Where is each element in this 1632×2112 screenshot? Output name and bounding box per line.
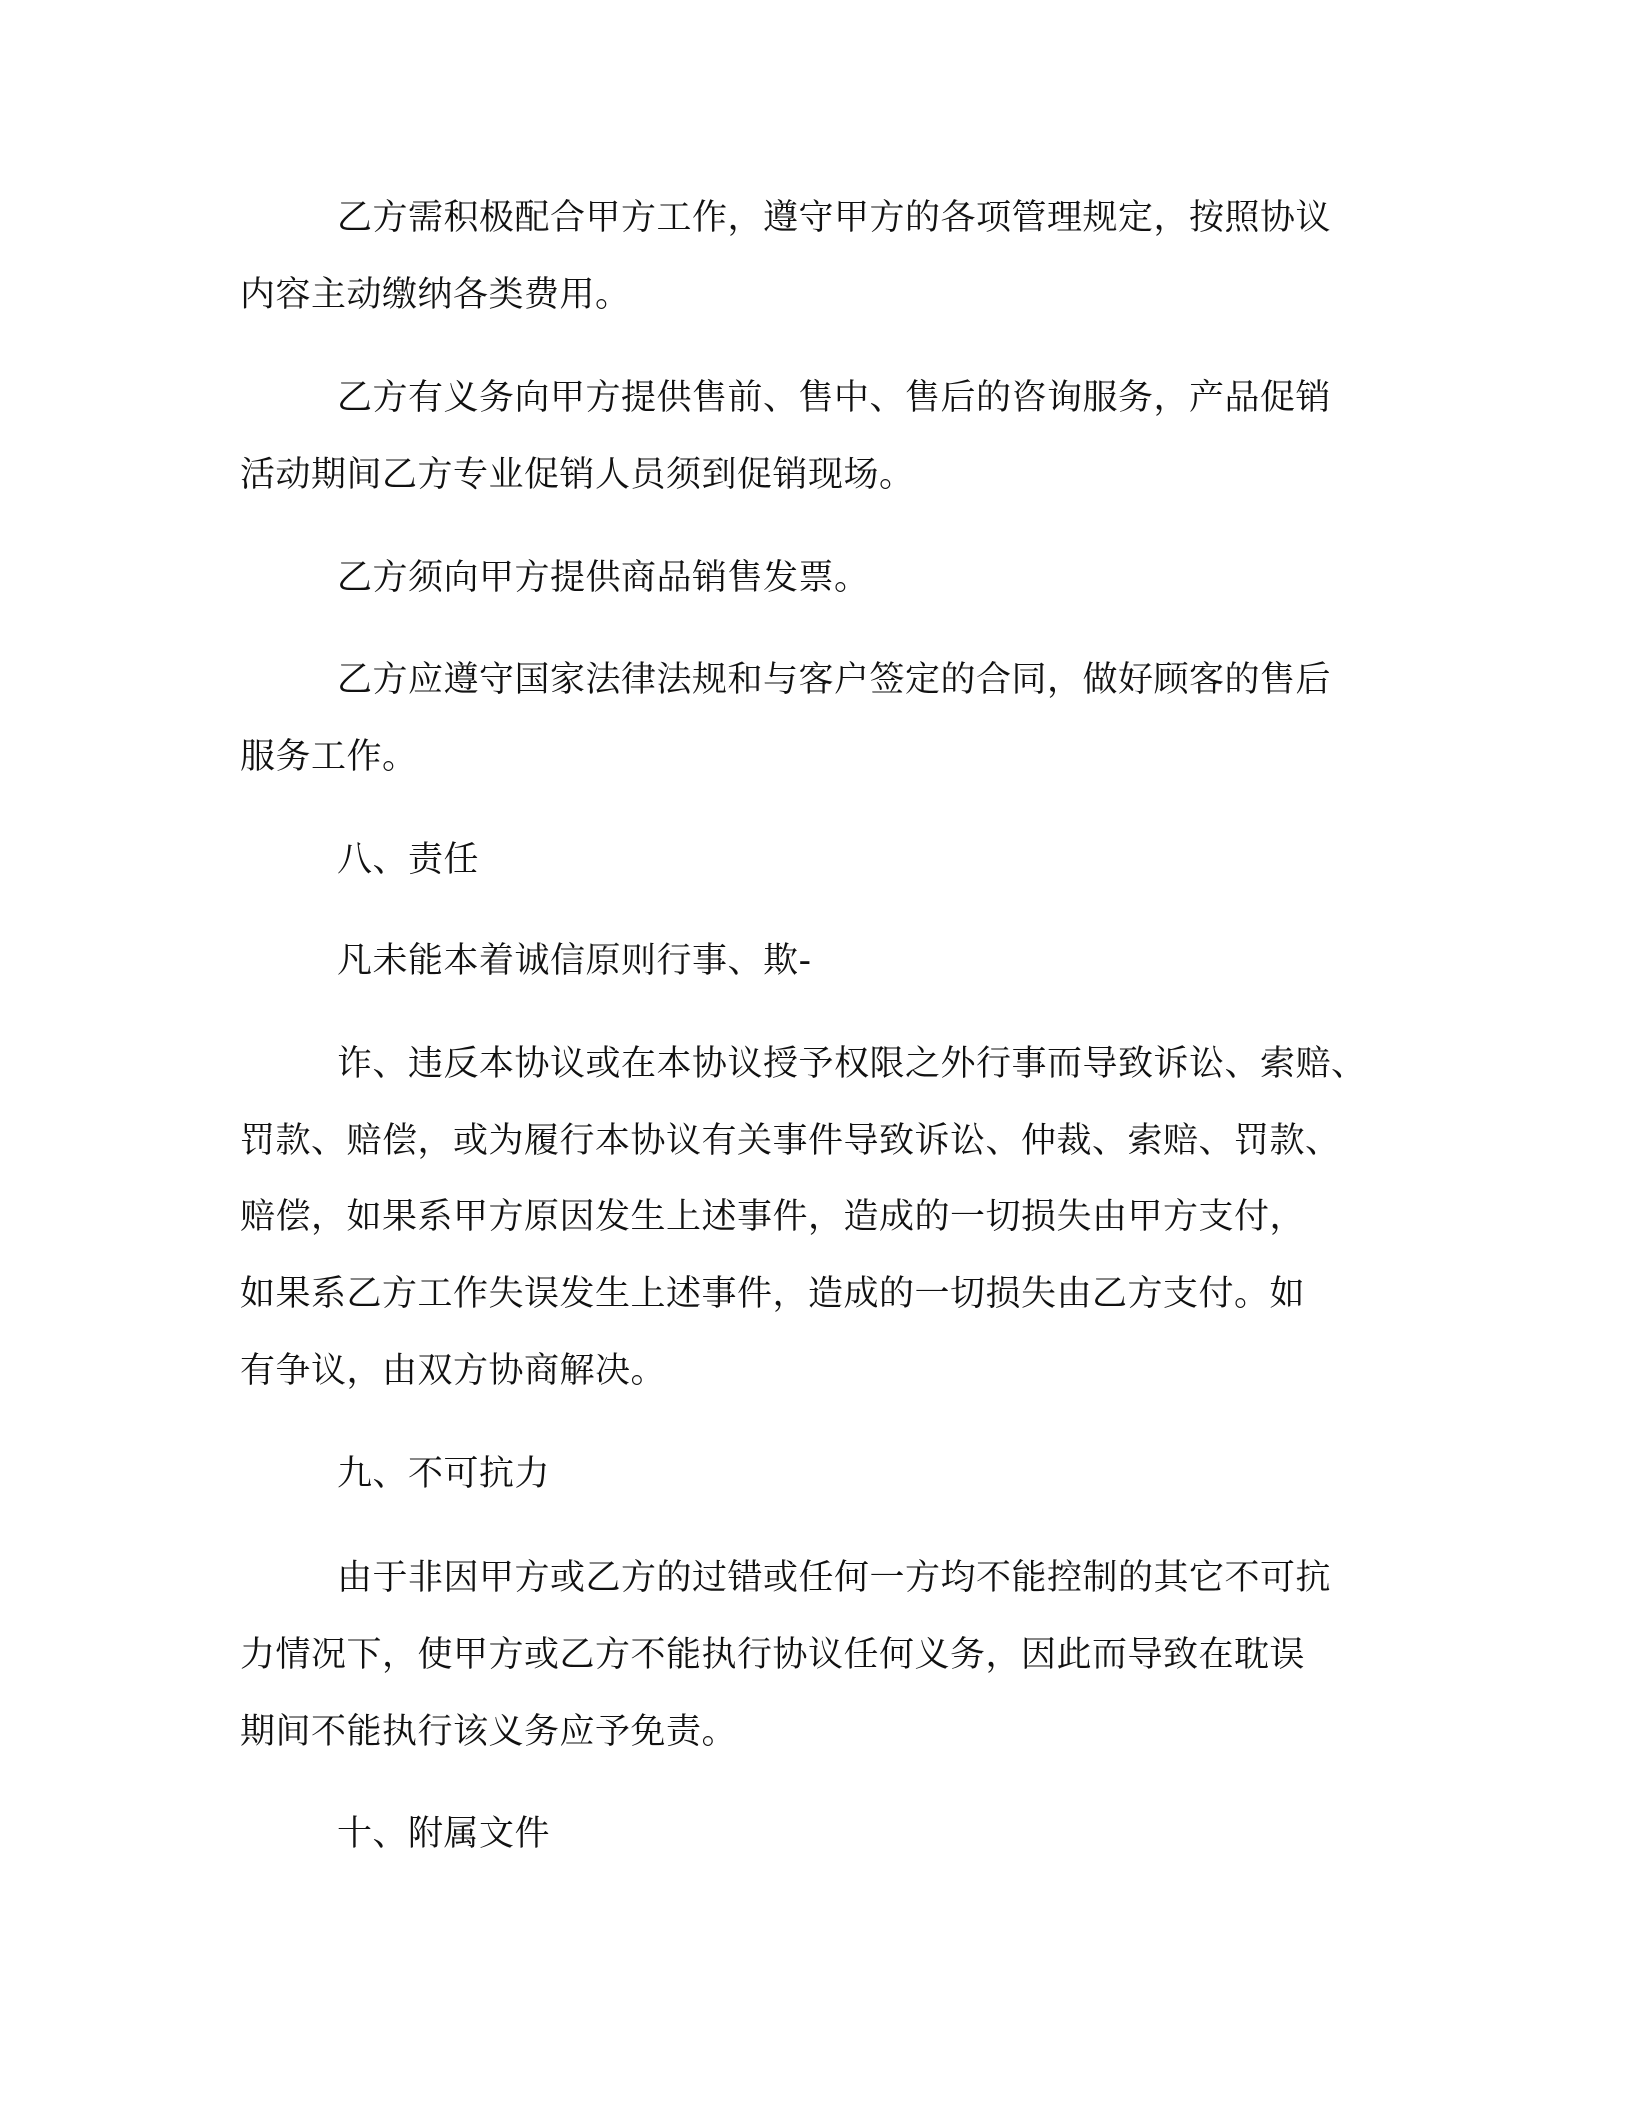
section-heading-force-majeure: 九、不可抗力	[337, 1454, 551, 1494]
paragraph-7-line-3: 赔偿，如果系甲方原因发生上述事件，造成的一切损失由甲方支付，	[240, 1197, 1306, 1237]
paragraph-6-line-1: 凡未能本着诚信原则行事、欺-	[337, 941, 812, 981]
paragraph-7-line-5: 有争议，由双方协商解决。	[240, 1351, 667, 1391]
paragraph-9-line-1: 由于非因甲方或乙方的过错或任何一方均不能控制的其它不可抗	[337, 1558, 1332, 1598]
paragraph-7-line-4: 如果系乙方工作失误发生上述事件，造成的一切损失由乙方支付。如	[240, 1274, 1306, 1314]
paragraph-3-line-1: 乙方须向甲方提供商品销售发票。	[337, 558, 870, 598]
paragraph-2-line-1: 乙方有义务向甲方提供售前、售中、售后的咨询服务，产品促销	[337, 378, 1332, 418]
section-heading-responsibility: 八、责任	[337, 840, 480, 880]
paragraph-9-line-2: 力情况下，使甲方或乙方不能执行协议任何义务，因此而导致在耽误	[240, 1635, 1306, 1675]
paragraph-1-line-2: 内容主动缴纳各类费用。	[240, 275, 631, 315]
section-heading-attachments: 十、附属文件	[337, 1814, 551, 1854]
paragraph-4-line-1: 乙方应遵守国家法律法规和与客户签定的合同，做好顾客的售后	[337, 660, 1332, 700]
paragraph-7-line-2: 罚款、赔偿，或为履行本协议有关事件导致诉讼、仲裁、索赔、罚款、	[240, 1121, 1341, 1161]
paragraph-1-line-1: 乙方需积极配合甲方工作，遵守甲方的各项管理规定，按照协议	[337, 198, 1332, 238]
paragraph-2-line-2: 活动期间乙方专业促销人员须到促销现场。	[240, 455, 915, 495]
paragraph-9-line-3: 期间不能执行该义务应予免责。	[240, 1712, 738, 1752]
paragraph-7-line-1: 诈、违反本协议或在本协议授予权限之外行事而导致诉讼、索赔、	[337, 1044, 1367, 1084]
paragraph-4-line-2: 服务工作。	[240, 737, 418, 777]
